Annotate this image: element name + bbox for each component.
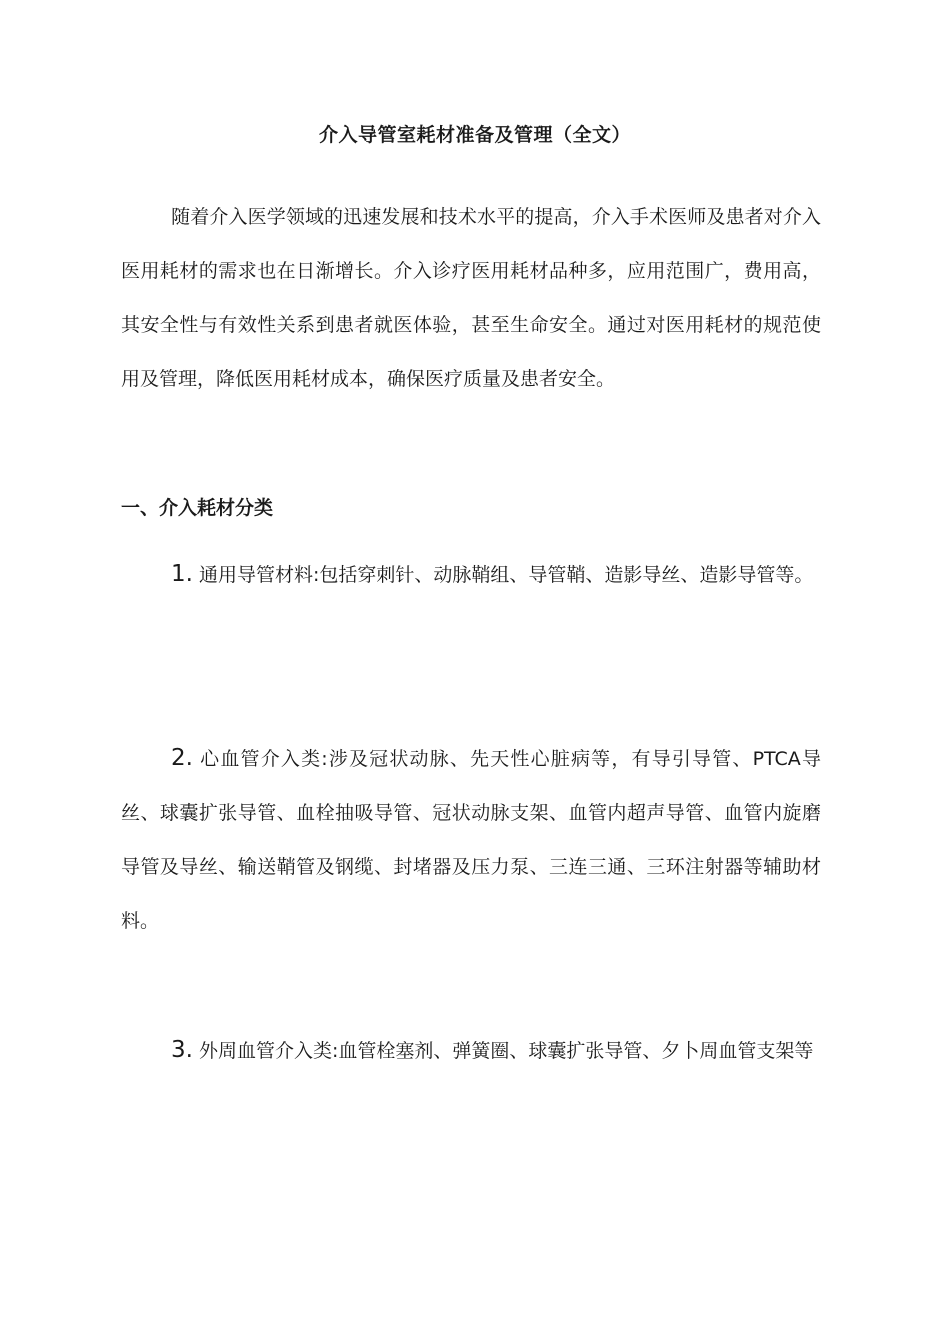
list-item-number: 3.	[171, 1037, 193, 1063]
document-title: 介入导管室耗材准备及管理（全文）	[318, 124, 631, 146]
list-item-number: 2.	[171, 745, 193, 771]
list-item-text: 心血管介入类:涉及冠状动脉、先天性心脏病等，有导引导管、PTCA导丝、球囊扩张导管、血栓抽吸导管、冠状动脉支架、血管内超声导管、血管内旋磨导管及导丝、输送鞘管及钢缆、封堵器及压力泵、三连三通、三环注射器等辅助材料。	[121, 748, 821, 932]
list-item	[121, 547, 821, 602]
list-item-number: 1.	[171, 561, 193, 587]
list-item	[121, 731, 821, 948]
list-item-text: 通用导管材料:包括穿刺针、动脉鞘组、导管鞘、造影导丝、造影导管等。	[199, 564, 814, 586]
list-item	[121, 1023, 821, 1078]
intro-text: 随着介入医学领域的迅速发展和技术水平的提高，介入手术医师及患者对介入医用耗材的需求也在日渐增长。介入诊疗医用耗材品种多，应用范围广，费用高，其安全性与有效性关系到患者就医体验，甚至生命安全。通过对医用耗材的规范使用及管理，降低医用耗材成本，确保医疗质量及患者安全。	[121, 206, 821, 390]
list-item-text: 外周血管介入类:血管栓塞剂、弹簧圈、球囊扩张导管、夕卜周血管支架等	[199, 1040, 814, 1062]
section-heading: 一、介入耗材分类	[121, 497, 274, 519]
intro-paragraph	[121, 190, 821, 406]
